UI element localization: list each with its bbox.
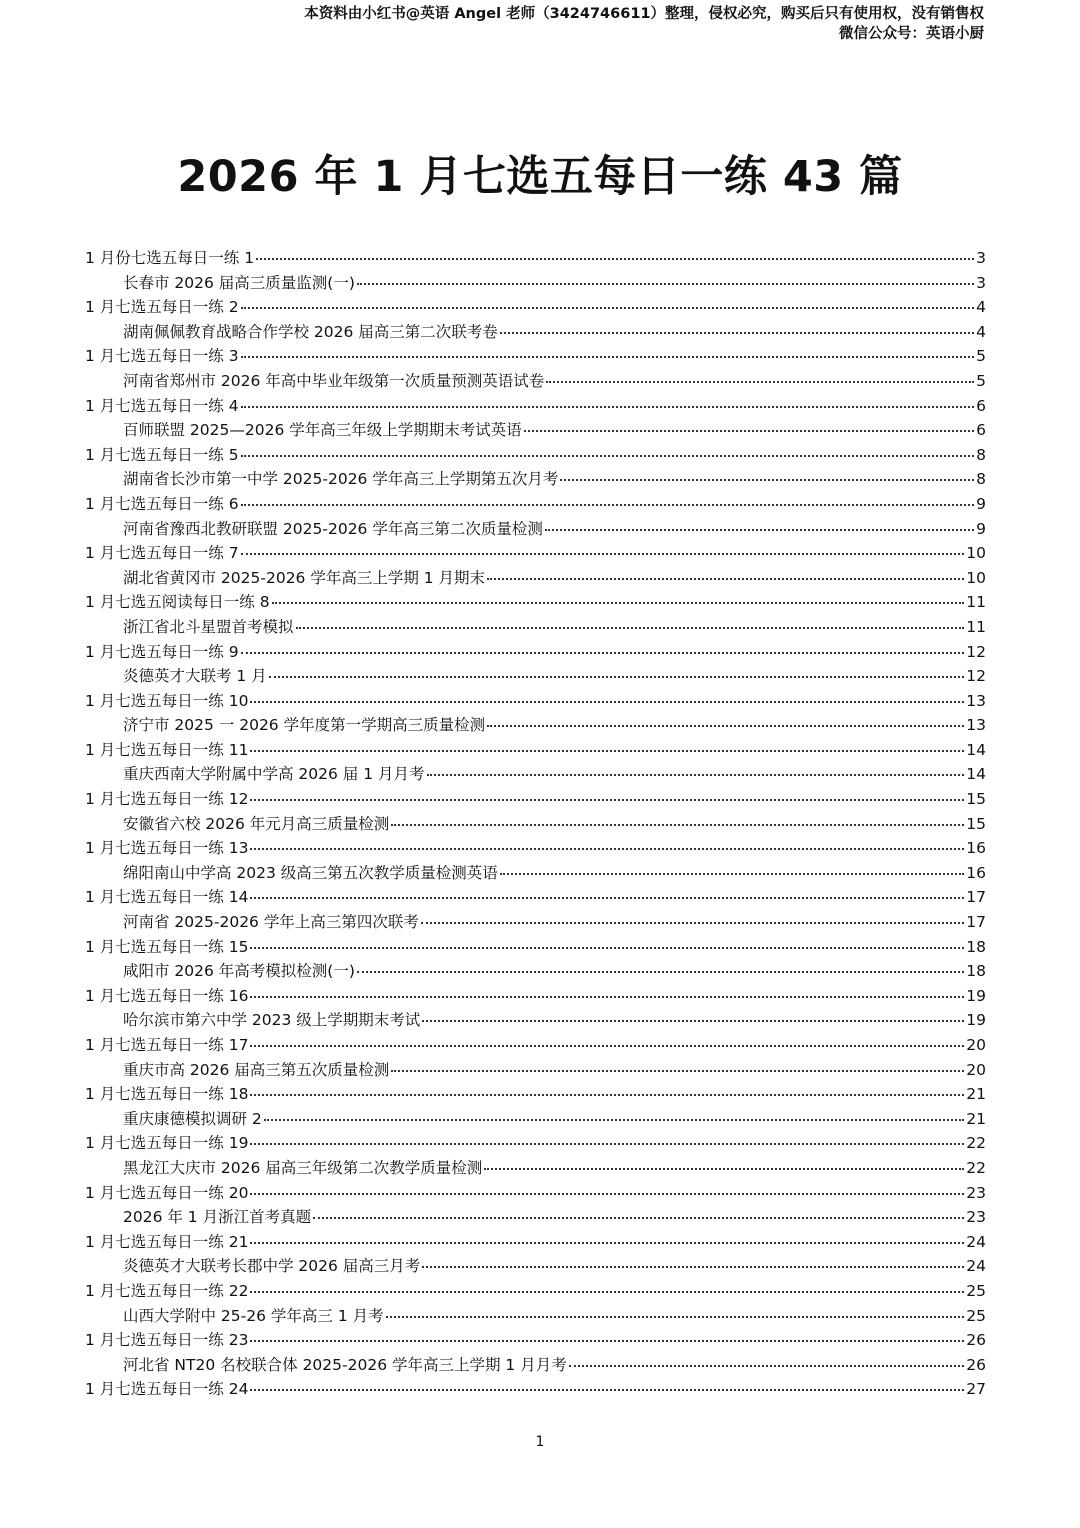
toc-entry-label: 1 月七选五每日一练 14	[85, 888, 249, 907]
toc-page-number: 25	[966, 1306, 986, 1325]
toc-dot-leader	[250, 1339, 964, 1342]
toc-entry-label: 1 月七选五每日一练 22	[85, 1281, 249, 1300]
toc-dot-leader	[422, 1265, 964, 1268]
toc-dot-leader	[250, 1388, 964, 1391]
toc-subentry[interactable]	[85, 959, 986, 984]
toc-entry-label: 1 月七选五每日一练 11	[85, 740, 249, 759]
toc-page-number: 17	[966, 888, 986, 907]
toc-subentry[interactable]	[85, 566, 986, 591]
table-of-contents	[85, 246, 986, 1402]
toc-entry-label: 河北省 NT20 名校联合体 2025-2026 学年高三上学期 1 月月考	[123, 1355, 567, 1374]
toc-entry[interactable]	[85, 492, 986, 517]
toc-subentry[interactable]	[85, 1205, 986, 1230]
toc-subentry[interactable]	[85, 369, 986, 394]
toc-entry-label: 河南省 2025-2026 学年上高三第四次联考	[123, 913, 419, 932]
toc-page-number: 19	[966, 986, 986, 1005]
toc-page-number: 6	[976, 396, 986, 415]
toc-page-number: 15	[966, 814, 986, 833]
toc-entry-label: 1 月七选五每日一练 5	[85, 445, 239, 464]
toc-subentry[interactable]	[85, 1058, 986, 1083]
toc-page-number: 16	[966, 863, 986, 882]
toc-dot-leader	[357, 282, 974, 285]
toc-entry-label: 河南省豫西北教研联盟 2025-2026 学年高三第二次质量检测	[123, 519, 543, 538]
toc-subentry[interactable]	[85, 812, 986, 837]
toc-subentry[interactable]	[85, 910, 986, 935]
toc-entry-label: 黑龙江大庆市 2026 届高三年级第二次教学质量检测	[123, 1158, 483, 1177]
toc-dot-leader	[250, 1044, 964, 1047]
toc-entry-label: 1 月七选五每日一练 13	[85, 839, 249, 858]
toc-subentry[interactable]	[85, 271, 986, 296]
header-copyright-notice: 本资料由小红书@英语 Angel 老师（3424746611）整理，侵权必究，购买后只有使用权，没有销售权	[304, 6, 984, 22]
toc-dot-leader	[256, 257, 974, 260]
toc-page-number: 20	[966, 1036, 986, 1054]
toc-subentry[interactable]	[85, 762, 986, 787]
toc-subentry[interactable]	[85, 1156, 986, 1181]
toc-entry-label: 重庆市高 2026 届高三第五次质量检测	[123, 1060, 390, 1079]
page-header	[304, 4, 984, 44]
toc-page-number: 14	[966, 740, 986, 759]
toc-entry[interactable]	[85, 640, 986, 665]
toc-page-number: 18	[966, 962, 986, 981]
toc-dot-leader	[241, 552, 965, 555]
toc-dot-leader	[357, 970, 964, 973]
toc-page-number: 6	[976, 421, 986, 440]
toc-dot-leader	[487, 577, 964, 580]
toc-entry-label: 咸阳市 2026 年高考模拟检测(一)	[123, 962, 355, 981]
toc-entry[interactable]	[85, 344, 986, 369]
toc-page-number: 5	[976, 347, 986, 366]
toc-page-number: 8	[976, 470, 986, 489]
toc-dot-leader	[250, 798, 964, 801]
toc-entry-label: 1 月七选五每日一练 18	[85, 1085, 249, 1104]
document-title: 2026 年 1 月七选五每日一练 43 篇	[177, 152, 903, 202]
toc-page-number: 23	[966, 1208, 986, 1227]
toc-entry-label: 1 月七选五每日一练 24	[85, 1380, 249, 1399]
toc-page-number: 11	[966, 593, 986, 612]
toc-page-number: 22	[966, 1134, 986, 1153]
toc-subentry[interactable]	[85, 1254, 986, 1279]
toc-dot-leader	[545, 528, 974, 531]
toc-entry-label: 河南省郑州市 2026 年高中毕业年级第一次质量预测英语试卷	[123, 371, 545, 390]
toc-entry[interactable]	[85, 787, 986, 812]
toc-page-number: 22	[966, 1158, 986, 1177]
toc-entry-label: 2026 年 1 月浙江首考真题	[123, 1208, 312, 1227]
toc-dot-leader	[569, 1364, 965, 1367]
toc-entry[interactable]	[85, 1082, 986, 1107]
toc-entry-label: 1 月七选五每日一练 12	[85, 790, 249, 809]
toc-entry-label: 浙江省北斗星盟首考模拟	[123, 617, 294, 636]
toc-entry-label: 百师联盟 2025—2026 学年高三年级上学期期末考试英语	[123, 421, 522, 440]
toc-subentry[interactable]	[85, 418, 986, 443]
toc-page-number: 11	[966, 617, 986, 636]
toc-dot-leader	[250, 700, 964, 703]
toc-dot-leader	[241, 306, 975, 309]
toc-entry[interactable]	[85, 1377, 986, 1402]
toc-page-number: 27	[966, 1380, 986, 1399]
toc-entry[interactable]	[85, 836, 986, 861]
toc-dot-leader	[427, 773, 965, 776]
toc-page-number: 14	[966, 765, 986, 784]
toc-entry-label: 炎德英才大联考长郡中学 2026 届高三月考	[123, 1257, 421, 1276]
toc-dot-leader	[250, 1290, 964, 1293]
toc-page-number: 17	[966, 913, 986, 932]
toc-entry[interactable]	[85, 689, 986, 714]
toc-dot-leader	[250, 946, 964, 949]
toc-entry-label: 1 月份七选五每日一练 1	[85, 249, 255, 267]
page-number: 1	[535, 1434, 545, 1450]
toc-dot-leader	[500, 331, 974, 334]
toc-dot-leader	[250, 896, 964, 899]
toc-dot-leader	[250, 1192, 964, 1195]
toc-entry-label: 绵阳南山中学高 2023 级高三第五次教学质量检测英语	[123, 863, 498, 882]
toc-dot-leader	[500, 872, 964, 875]
toc-page-number: 21	[966, 1085, 986, 1104]
toc-dot-leader	[487, 724, 964, 727]
toc-entry[interactable]	[85, 443, 986, 468]
toc-page-number: 25	[966, 1281, 986, 1300]
toc-dot-leader	[269, 675, 965, 678]
toc-page-number: 26	[966, 1331, 986, 1350]
toc-page-number: 23	[966, 1183, 986, 1202]
toc-dot-leader	[264, 1118, 964, 1121]
toc-dot-leader	[313, 1216, 964, 1219]
toc-dot-leader	[422, 1019, 964, 1022]
toc-entry[interactable]	[85, 246, 986, 271]
toc-page-number: 10	[966, 544, 986, 563]
toc-subentry[interactable]	[85, 664, 986, 689]
toc-entry-label: 1 月七选五每日一练 7	[85, 544, 239, 563]
toc-page-number: 4	[976, 298, 986, 317]
toc-page-number: 3	[976, 249, 986, 267]
header-wechat-account: 微信公众号：英语小厨	[839, 26, 984, 42]
toc-page-number: 8	[976, 445, 986, 464]
toc-entry-label: 哈尔滨市第六中学 2023 级上学期期末考试	[123, 1011, 421, 1030]
toc-dot-leader	[296, 626, 965, 629]
toc-dot-leader	[421, 921, 964, 924]
toc-dot-leader	[272, 601, 965, 604]
toc-entry[interactable]	[85, 295, 986, 320]
toc-dot-leader	[241, 651, 965, 654]
toc-entry-label: 1 月七选五每日一练 3	[85, 347, 239, 366]
toc-dot-leader	[524, 429, 974, 432]
toc-page-number: 12	[966, 667, 986, 686]
toc-entry-label: 重庆康德模拟调研 2	[123, 1109, 262, 1128]
toc-page-number: 9	[976, 519, 986, 538]
toc-entry[interactable]	[85, 1328, 986, 1353]
toc-page-number: 16	[966, 839, 986, 858]
toc-page-number: 24	[966, 1232, 986, 1251]
toc-dot-leader	[391, 1069, 964, 1072]
toc-subentry[interactable]	[85, 517, 986, 542]
toc-page-number: 19	[966, 1011, 986, 1030]
toc-subentry[interactable]	[85, 467, 986, 492]
toc-entry[interactable]	[85, 1181, 986, 1206]
toc-entry-label: 安徽省六校 2026 年元月高三质量检测	[123, 814, 390, 833]
toc-entry-label: 长春市 2026 届高三质量监测(一)	[123, 273, 355, 292]
toc-entry[interactable]	[85, 885, 986, 910]
toc-entry-label: 1 月七选五每日一练 10	[85, 691, 249, 710]
toc-entry-label: 1 月七选五每日一练 21	[85, 1232, 249, 1251]
toc-entry-label: 1 月七选五每日一练 20	[85, 1183, 249, 1202]
toc-page-number: 20	[966, 1060, 986, 1079]
toc-subentry[interactable]	[85, 861, 986, 886]
toc-entry-label: 重庆西南大学附属中学高 2026 届 1 月月考	[123, 765, 425, 784]
toc-dot-leader	[250, 847, 964, 850]
toc-dot-leader	[386, 1315, 965, 1318]
toc-entry-label: 1 月七选五每日一练 19	[85, 1134, 249, 1153]
toc-dot-leader	[250, 995, 964, 998]
toc-entry-label: 1 月七选五每日一练 16	[85, 986, 249, 1005]
toc-dot-leader	[241, 355, 975, 358]
toc-dot-leader	[546, 380, 974, 383]
toc-dot-leader	[250, 749, 964, 752]
toc-entry[interactable]	[85, 1279, 986, 1304]
toc-entry-label: 1 月七选五每日一练 4	[85, 396, 239, 415]
toc-entry[interactable]	[85, 984, 986, 1009]
toc-entry-label: 炎德英才大联考 1 月	[123, 667, 267, 686]
toc-page-number: 12	[966, 642, 986, 661]
toc-entry-label: 济宁市 2025 一 2026 学年度第一学期高三质量检测	[123, 716, 486, 735]
toc-entry[interactable]	[85, 738, 986, 763]
toc-dot-leader	[484, 1167, 964, 1170]
toc-subentry[interactable]	[85, 1353, 986, 1378]
toc-entry-label: 1 月七选五每日一练 23	[85, 1331, 249, 1350]
toc-subentry[interactable]	[85, 615, 986, 640]
toc-dot-leader	[250, 1142, 964, 1145]
toc-subentry[interactable]	[85, 1304, 986, 1329]
toc-entry[interactable]	[85, 1131, 986, 1156]
toc-page-number: 24	[966, 1257, 986, 1276]
toc-dot-leader	[241, 503, 975, 506]
toc-dot-leader	[391, 823, 964, 826]
toc-subentry[interactable]	[85, 1008, 986, 1033]
toc-page-number: 9	[976, 494, 986, 513]
toc-page-number: 13	[966, 691, 986, 710]
toc-dot-leader	[250, 1093, 964, 1096]
toc-entry-label: 湖南省长沙市第一中学 2025-2026 学年高三上学期第五次月考	[123, 470, 559, 489]
toc-page-number: 4	[976, 322, 986, 341]
toc-entry-label: 湖南佩佩教育战略合作学校 2026 届高三第二次联考卷	[123, 322, 498, 341]
toc-page-number: 10	[966, 568, 986, 587]
toc-entry[interactable]	[85, 394, 986, 419]
toc-entry[interactable]	[85, 590, 986, 615]
toc-entry[interactable]	[85, 1230, 986, 1255]
toc-page-number: 18	[966, 937, 986, 956]
toc-dot-leader	[241, 405, 975, 408]
toc-entry-label: 1 月七选五每日一练 17	[85, 1036, 249, 1054]
toc-entry-label: 1 月七选五每日一练 2	[85, 298, 239, 317]
toc-entry-label: 1 月七选五每日一练 9	[85, 642, 239, 661]
toc-entry-label: 山西大学附中 25-26 学年高三 1 月考	[123, 1306, 384, 1325]
toc-entry-label: 1 月七选五每日一练 15	[85, 937, 249, 956]
toc-page-number: 13	[966, 716, 986, 735]
toc-subentry[interactable]	[85, 713, 986, 738]
toc-page-number: 5	[976, 371, 986, 390]
toc-page-number: 21	[966, 1109, 986, 1128]
toc-dot-leader	[241, 454, 975, 457]
toc-dot-leader	[250, 1241, 964, 1244]
toc-subentry[interactable]	[85, 320, 986, 345]
toc-entry[interactable]	[85, 541, 986, 566]
toc-subentry[interactable]	[85, 1107, 986, 1132]
toc-entry-label: 1 月七选五阅读每日一练 8	[85, 593, 270, 612]
toc-entry[interactable]	[85, 1033, 986, 1058]
toc-page-number: 3	[976, 273, 986, 292]
toc-entry[interactable]	[85, 935, 986, 960]
toc-entry-label: 1 月七选五每日一练 6	[85, 494, 239, 513]
toc-page-number: 15	[966, 790, 986, 809]
toc-entry-label: 湖北省黄冈市 2025-2026 学年高三上学期 1 月期末	[123, 568, 486, 587]
toc-dot-leader	[560, 478, 974, 481]
toc-page-number: 26	[966, 1355, 986, 1374]
